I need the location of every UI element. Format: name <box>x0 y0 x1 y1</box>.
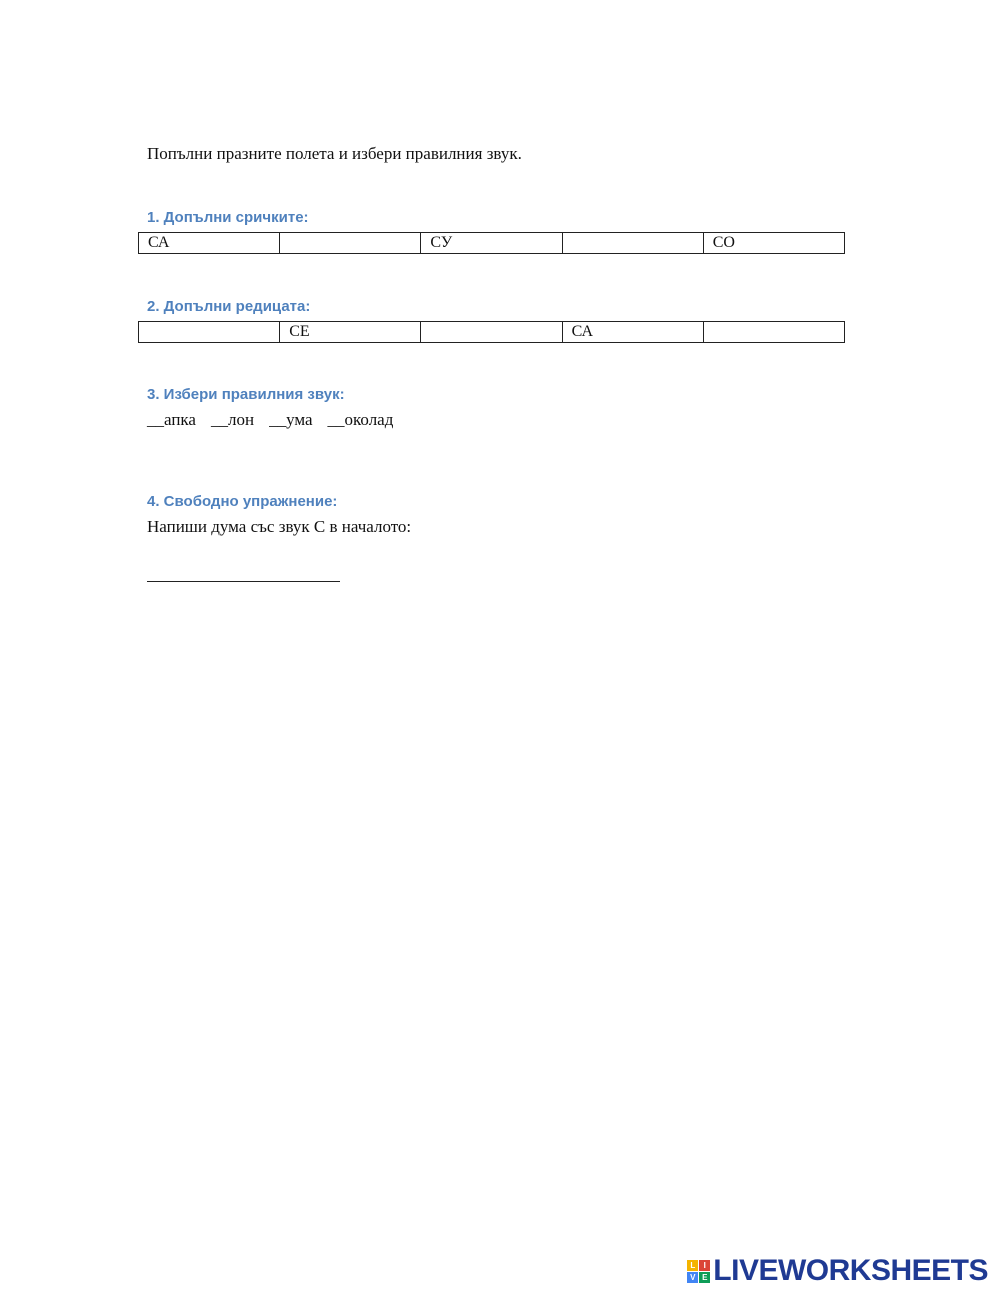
task2-sequence-table <box>138 321 845 343</box>
word-blank-4[interactable]: __околад <box>327 410 394 429</box>
task1-syllable-table <box>138 232 845 254</box>
task1-cell-1: СА <box>139 233 280 254</box>
task2-cell-2: СЕ <box>280 322 421 343</box>
logo-mark-l: L <box>687 1260 698 1271</box>
word-blank-1[interactable]: __апка <box>147 410 196 429</box>
logo-mark-icon <box>687 1260 710 1283</box>
answer-line[interactable] <box>147 581 340 582</box>
logo-mark-e: E <box>699 1272 710 1283</box>
instructions-text: Попълни празните полета и избери правилния звук. <box>147 144 522 163</box>
task4-heading: 4. Свободно упражнение: <box>147 493 338 510</box>
task2-heading: 2. Допълни редицата: <box>147 298 311 315</box>
logo-mark-v: V <box>687 1272 698 1283</box>
liveworksheets-logo <box>687 1254 988 1288</box>
task2-cell-3[interactable] <box>421 322 562 343</box>
task1-cell-3: СУ <box>421 233 562 254</box>
task1-heading: 1. Допълни сричките: <box>147 209 309 226</box>
task2-cell-4: СА <box>562 322 703 343</box>
logo-text: LIVEWORKSHEETS <box>713 1254 988 1287</box>
word-blank-3[interactable]: __ума <box>269 410 313 429</box>
task2-cell-1[interactable] <box>139 322 280 343</box>
task2-cell-5[interactable] <box>703 322 844 343</box>
task3-heading: 3. Избери правилния звук: <box>147 386 345 403</box>
task3-word-list <box>147 410 408 430</box>
word-blank-2[interactable]: __лон <box>210 410 255 429</box>
task1-cell-2[interactable] <box>280 233 421 254</box>
task1-cell-4[interactable] <box>562 233 703 254</box>
logo-mark-i: I <box>699 1260 710 1271</box>
task1-cell-5: СО <box>703 233 844 254</box>
task4-prompt: Напиши дума със звук С в началото: <box>147 517 412 536</box>
